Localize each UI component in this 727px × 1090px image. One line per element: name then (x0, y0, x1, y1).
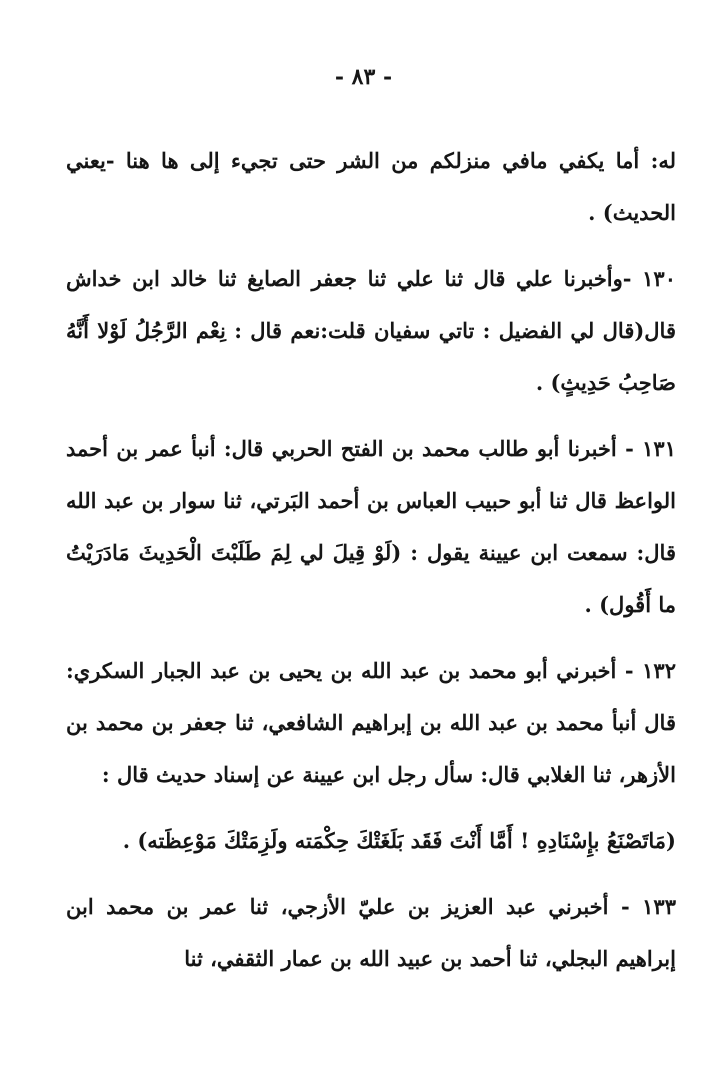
paragraph-132: ١٣٢ - أخبرني أبو محمد بن عبد الله بن يحيى بن عبد الجبار السكري: قال أنبأ محمد بن عبد الله بن إبراهيم الشافعي، ثنا جعفر بن محمد بن الأزهر، ثنا الغلابي قال: سأل رجل ابن عيينة عن إسناد حديث قال : (66, 658, 676, 787)
document-body (66, 135, 676, 985)
paragraph-133: ١٣٣ - أخبرني عبد العزيز بن عليّ الأزجي، ثنا عمر بن محمد ابن إبراهيم البجلي، ثنا أحمد بن عبيد الله بن عمار الثقفي، ثنا (66, 894, 676, 971)
paragraph-intro-continuation: له: أما يكفي مافي منزلكم من الشر حتى تجيء إلى ها هنا -يعني الحديث) . (66, 148, 676, 225)
paragraph-130: ١٣٠ -وأخبرنا علي قال ثنا علي ثنا جعفر الصايغ ثنا خالد ابن خداش قال(قال لي الفضيل : تاتي سفيان قلت:نعم قال : نِعْم الرَّجُلُ لَوْلا أَنَّهُ صَاحِبُ حَدِيثٍ) . (66, 266, 676, 395)
paragraph-132-quote: (مَاتَصْنَعُ بإِسْنَادِهِ ! أَمَّا أَنْتَ فَقَد بَلَغَتْكَ حِكْمَته ولَزِمَتْكَ مَوْعِظَته) . (122, 828, 676, 853)
page-number: - ٨٣ - (334, 64, 393, 90)
paragraph-131: ١٣١ - أخبرنا أبو طالب محمد بن الفتح الحربي قال: أنبأ عمر بن أحمد الواعظ قال ثنا أبو حبيب العباس بن أحمد البَرتي، ثنا سوار بن عبد الله قال: سمعت ابن عيينة يقول : (لَوْ قِيلَ لي لِمَ طَلَبْتَ الْحَدِيثَ مَادَرَيْتُ ما أَقُول) . (66, 436, 676, 617)
